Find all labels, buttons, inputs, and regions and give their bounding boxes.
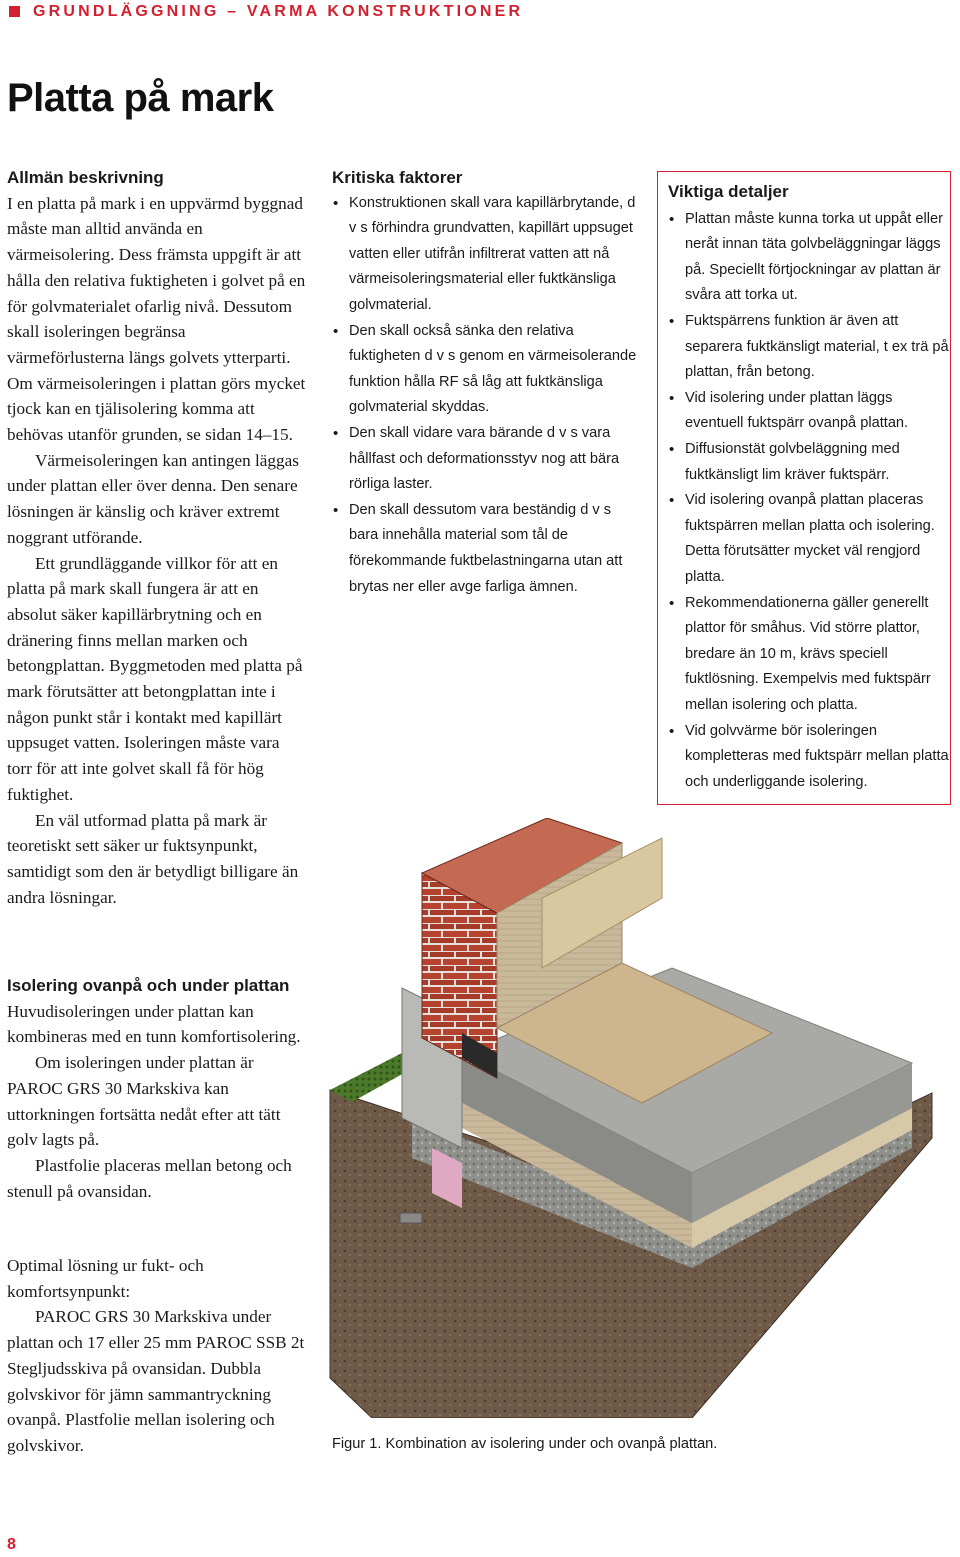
header-square-marker	[9, 6, 20, 17]
section-header	[0, 0, 960, 24]
list-item: • Rekommendationerna gäller generellt plattor för småhus. Vid större plattor, bredare än 10 m, krävs speciell fuktlösning. Exempelvis med fuktspärr mellan isolering och platta.	[668, 591, 950, 719]
general-heading: Allmän beskrivning	[7, 168, 164, 187]
list-item: • Vid isolering ovanpå plattan placeras fuktspärren mellan platta och isolering. Detta förutsätter mycket väl rengjord platta.	[668, 488, 950, 590]
general-paragraph: Ett grundläggande villkor för att en platta på mark skall fungera är att en absolut säker kapillärbrytning och en dränering finns mellan marken och betongplattan. Byggmetoden med platta på mark förutsätter att betongplattan inte i någon punkt står i kontakt med kapillärt uppsuget vatten. Isoleringen måste vara torr för att inte golvet skall få för hög fuktighet.	[7, 553, 303, 804]
drain-pipe	[400, 1213, 422, 1223]
optimal-solution	[7, 1253, 307, 1459]
foundation-cutaway-illustration	[312, 818, 952, 1418]
figure-caption: Figur 1. Kombination av isolering under och ovanpå plattan.	[332, 1436, 718, 1452]
insulation-section	[7, 973, 307, 1204]
insulation-heading: Isolering ovanpå och under plattan	[7, 976, 290, 995]
general-paragraph: Värmeisoleringen kan antingen läggas under plattan eller över denna. Den senare lösningen är känslig och kräver extremt noggrant utförande.	[7, 450, 299, 547]
details-heading: Viktiga detaljer	[668, 182, 789, 201]
important-details-box	[657, 171, 951, 805]
critical-factors	[332, 165, 642, 600]
critical-list	[332, 191, 642, 601]
list-item: • Den skall dessutom vara beständig d v s bara innehålla material som tål de förekommande fuktbelastningarna utan att brytas ner eller avge farliga ämnen.	[332, 498, 642, 600]
list-item: • Fuktspärrens funktion är även att separera fuktkänsligt material, t ex trä på plattan, från betong.	[668, 309, 950, 386]
details-list	[668, 207, 950, 796]
insulation-paragraph: Plastfolie placeras mellan betong och stenull på ovansidan.	[7, 1155, 292, 1201]
list-item: • Den skall också sänka den relativa fuktigheten d v s genom en värmeisolerande funktion hålla RF så låg att fuktkänsliga golvmaterial skyddas.	[332, 319, 642, 421]
page-title: Platta på mark	[7, 76, 274, 120]
list-item: • Diffusionstät golvbeläggning med fuktkänsligt lim kräver fuktspärr.	[668, 437, 950, 488]
general-description	[7, 165, 307, 910]
page-number: 8	[7, 1536, 16, 1553]
insulation-paragraph: Huvudisoleringen under plattan kan kombineras med en tunn komfortisolering.	[7, 1001, 301, 1047]
optimal-intro: Optimal lösning ur fukt- och komfortsynpunkt:	[7, 1256, 204, 1301]
section-label: GRUNDLÄGGNING – VARMA KONSTRUKTIONER	[33, 3, 524, 20]
optimal-text: PAROC GRS 30 Markskiva under plattan och 17 eller 25 mm PAROC SSB 2t Stegljudsskiva på ovansidan. Dubbla golvskivor för jämn sammantryckning ovanpå. Plastfolie mellan isolering och golvskivor.	[7, 1307, 305, 1455]
list-item: • Den skall vidare vara bärande d v s vara hållfast och deformationsstyv nog att bära rörliga laster.	[332, 421, 642, 498]
list-item: • Plattan måste kunna torka ut uppåt eller neråt innan täta golvbeläggningar läggs på. Speciellt förtjockningar av plattan är svåra att torka ut.	[668, 207, 950, 309]
general-paragraph: En väl utformad platta på mark är teoretiskt sett säker ur fuktsynpunkt, samtidigt som den är betydligt billigare än andra lösningar.	[7, 810, 299, 907]
critical-heading: Kritiska faktorer	[332, 168, 463, 187]
list-item: • Vid golvvärme bör isoleringen kompletteras med fuktspärr mellan platta och underliggande isolering.	[668, 719, 950, 796]
list-item: • Konstruktionen skall vara kapillärbrytande, d v s förhindra grundvatten, kapillärt uppsuget vatten eller utifrån infiltrerat vatten att nå värmeisoleringsmaterial eller fuktkänsliga golvmaterial.	[332, 191, 642, 319]
insulation-paragraph: Om isoleringen under plattan är PAROC GRS 30 Markskiva kan uttorkningen fortsätta nedåt efter att tätt golv lagts på.	[7, 1053, 281, 1150]
general-paragraph: I en platta på mark i en uppvärmd byggnad måste man alltid använda en värmeisolering. Dess främsta uppgift är att hålla den relativa fuktigheten i golvet på en för golvmaterialet ofarlig nivå. Dessutom skall isoleringen begränsa värmeförlusterna längs golvets ytterparti. Om värmeisoleringen i plattan görs mycket tjock kan en tjälisolering komma att behövas utanför grunden, se sidan 14–15.	[7, 193, 306, 445]
list-item: • Vid isolering under plattan läggs eventuell fuktspärr ovanpå plattan.	[668, 386, 950, 437]
